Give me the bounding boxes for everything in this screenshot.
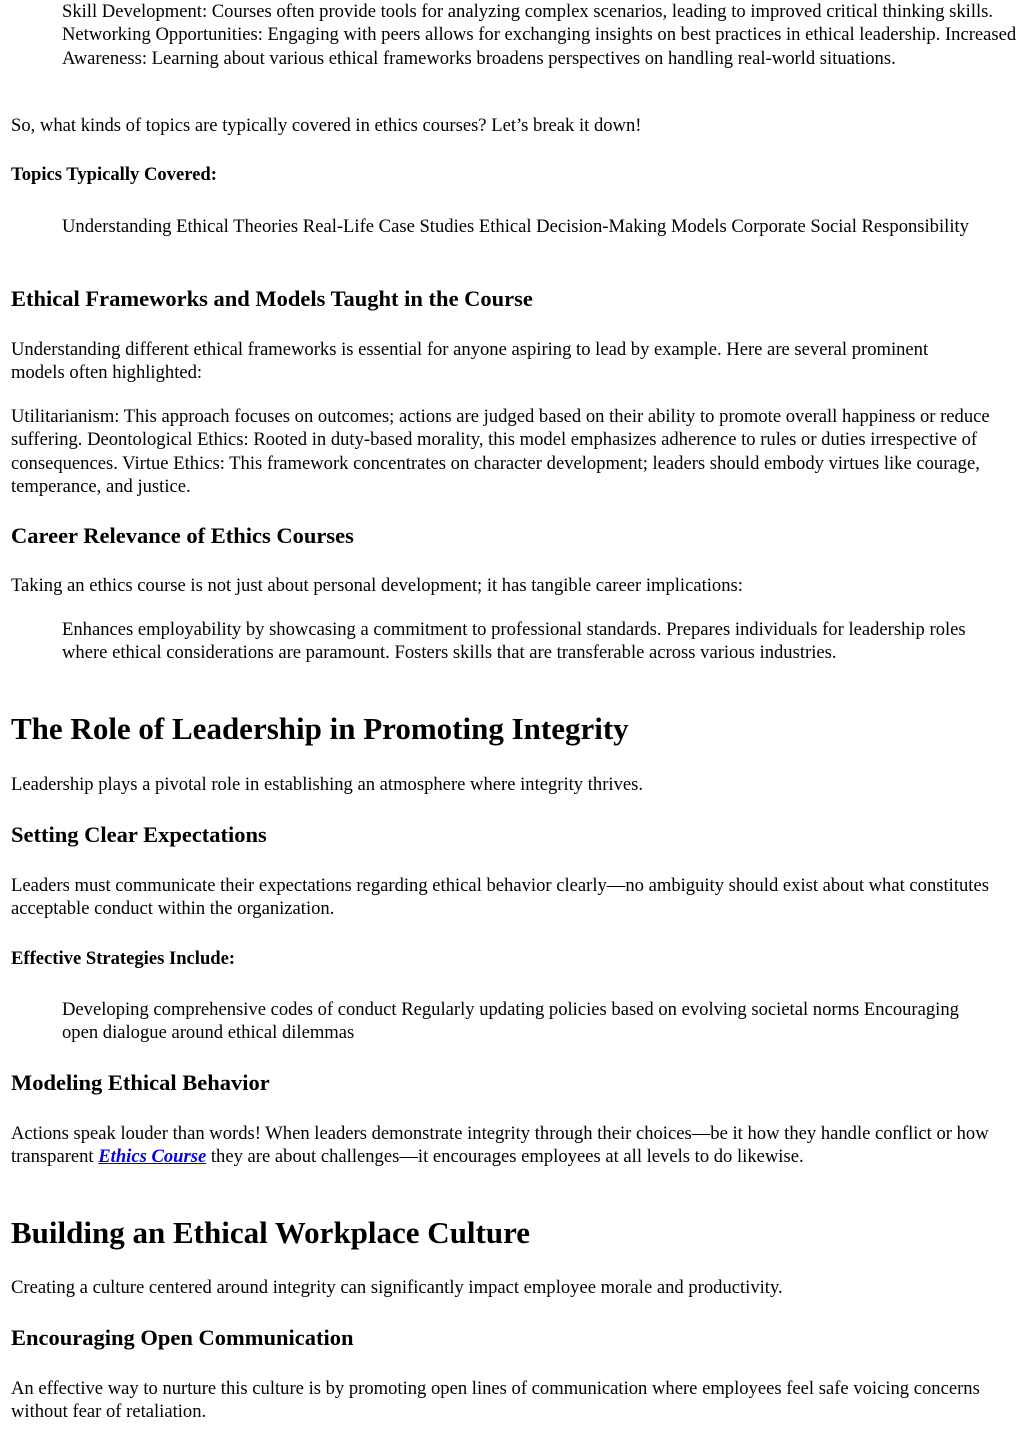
frameworks-heading: Ethical Frameworks and Models Taught in the Course xyxy=(11,286,533,311)
modeling-heading: Modeling Ethical Behavior xyxy=(11,1070,270,1095)
benefits-list: Skill Development: Courses often provide tools for analyzing complex scenarios, leading to improved critical thinking skills. Networking Opportunities: Engaging with peers allows for exchanging insights on best practices in ethical leadership. Increased Awareness: Learning about various ethical frameworks broadens perspectives on handling real-world situations. xyxy=(62,1,1017,69)
culture-heading: Building an Ethical Workplace Culture xyxy=(11,1215,531,1250)
strategies-heading: Effective Strategies Include: xyxy=(11,948,236,969)
career-list: Enhances employability by showcasing a commitment to professional standards. Prepares individuals for leadership roles where ethical considerations are paramount. Fosters skills that are transferable across various industries. xyxy=(62,619,966,664)
leadership-intro-paragraph: Leadership plays a pivotal role in establishing an atmosphere where integrity thrives. xyxy=(11,774,644,795)
leadership-heading: The Role of Leadership in Promoting Integrity xyxy=(11,711,629,746)
topics-intro-paragraph: So, what kinds of topics are typically covered in ethics courses? Let’s break it down! xyxy=(11,115,642,136)
modeling-text-after: they are about challenges—it encourages employees at all levels to do likewise. xyxy=(206,1146,804,1168)
culture-intro-paragraph: Creating a culture centered around integrity can significantly impact employee morale and productivity. xyxy=(11,1277,783,1298)
expectations-heading: Setting Clear Expectations xyxy=(11,822,267,847)
modeling-paragraph xyxy=(11,1122,1011,1169)
communication-heading: Encouraging Open Communication xyxy=(11,1325,354,1350)
career-intro-paragraph: Taking an ethics course is not just about personal development; it has tangible career implications: xyxy=(11,575,743,596)
modeling-text-before: Actions speak louder than words! When leaders demonstrate integrity through their choices—be it how they handle conflict or how transparent xyxy=(11,1123,989,1168)
communication-paragraph: An effective way to nurture this culture is by promoting open lines of communication where employees feel safe voicing concerns without fear of retaliation. xyxy=(11,1378,980,1423)
topics-list: Understanding Ethical Theories Real-Life Case Studies Ethical Decision-Making Models Corporate Social Responsibility xyxy=(62,216,969,237)
career-heading: Career Relevance of Ethics Courses xyxy=(11,523,354,548)
frameworks-intro-paragraph: Understanding different ethical frameworks is essential for anyone aspiring to lead by example. Here are several prominent models often highlighted: xyxy=(11,339,929,384)
topics-heading: Topics Typically Covered: xyxy=(11,164,217,185)
strategies-list: Developing comprehensive codes of conduct Regularly updating policies based on evolving societal norms Encouraging open dialogue around ethical dilemmas xyxy=(62,999,959,1044)
frameworks-list: Utilitarianism: This approach focuses on outcomes; actions are judged based on their ability to promote overall happiness or reduce suffering. Deontological Ethics: Rooted in duty-based morality, this model emphasizes adherence to rules or duties irrespective of consequences. Virtue Ethics: This framework concentrates on character development; leaders should embody virtues like courage, temperance, and justice. xyxy=(11,406,990,497)
ethics-course-link[interactable]: Ethics Course xyxy=(98,1146,207,1168)
expectations-paragraph: Leaders must communicate their expectations regarding ethical behavior clearly—no ambiguity should exist about what constitutes acceptable conduct within the organization. xyxy=(11,875,989,920)
